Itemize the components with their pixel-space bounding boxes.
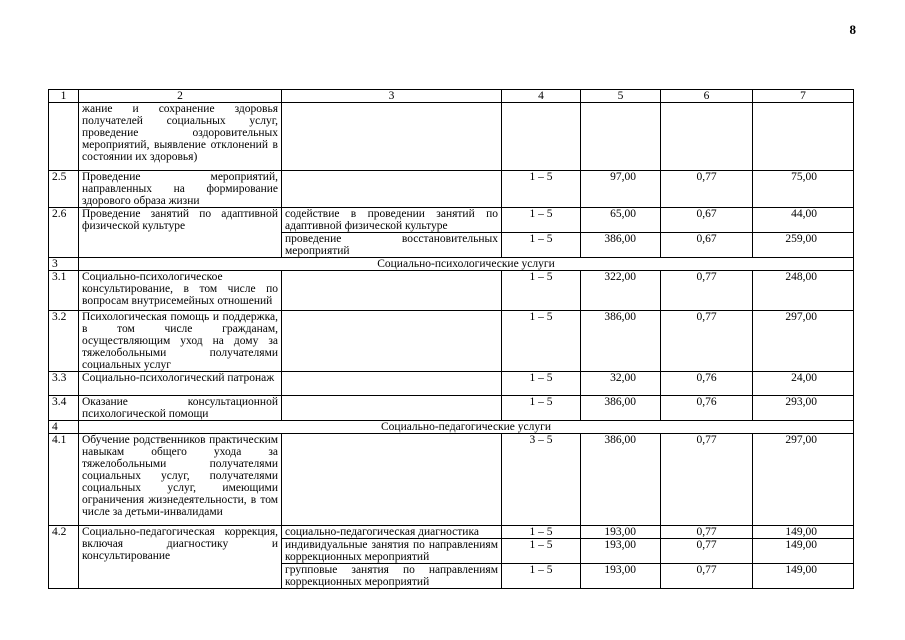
coefficient-cell: 0,76 [661, 396, 753, 421]
service-description: групповые занятия по направлениям коррекционных мероприятий [282, 564, 502, 589]
tariff-cell: 193,00 [581, 539, 661, 564]
service-description [282, 271, 502, 311]
service-description [282, 396, 502, 421]
tariff-cell [581, 103, 661, 171]
service-name: Обучение родственников практическим навыкам общего ухода за тяжелобольными получателями социальных услуг, получателями социальных услуг, имеющими ограничения жизнедеятельности, в том числе за детьми-инвалидами [79, 434, 282, 526]
tariff-cell: 386,00 [581, 311, 661, 372]
tariff-cell: 193,00 [581, 564, 661, 589]
row-number: 3.4 [49, 396, 79, 421]
service-description [282, 171, 502, 208]
frequency-cell: 1 – 5 [502, 396, 581, 421]
row-number: 3.2 [49, 311, 79, 372]
price-cell: 293,00 [753, 396, 854, 421]
row-number: 4.2 [49, 526, 79, 589]
frequency-cell: 1 – 5 [502, 311, 581, 372]
coefficient-cell: 0,77 [661, 271, 753, 311]
row-number: 3.1 [49, 271, 79, 311]
price-cell: 75,00 [753, 171, 854, 208]
service-description: проведение восстановительных мероприятий [282, 233, 502, 258]
header-cell: 3 [282, 90, 502, 103]
frequency-cell: 1 – 5 [502, 208, 581, 233]
frequency-cell: 1 – 5 [502, 233, 581, 258]
service-description: социально-педагогическая диагностика [282, 526, 502, 539]
frequency-cell: 1 – 5 [502, 539, 581, 564]
service-description [282, 372, 502, 396]
page-number: 8 [849, 22, 856, 37]
table-row [49, 372, 854, 396]
coefficient-cell: 0,77 [661, 311, 753, 372]
coefficient-cell [661, 103, 753, 171]
tariff-cell: 322,00 [581, 271, 661, 311]
header-cell: 5 [581, 90, 661, 103]
service-description [282, 103, 502, 171]
tariff-cell: 386,00 [581, 233, 661, 258]
section-title: Социально-психологические услуги [79, 258, 854, 271]
header-cell: 2 [79, 90, 282, 103]
price-cell: 44,00 [753, 208, 854, 233]
frequency-cell: 1 – 5 [502, 526, 581, 539]
section-number: 4 [49, 421, 79, 434]
price-cell [753, 103, 854, 171]
header-cell: 4 [502, 90, 581, 103]
price-cell: 297,00 [753, 434, 854, 526]
table-row [49, 171, 854, 208]
frequency-cell: 1 – 5 [502, 372, 581, 396]
section-number: 3 [49, 258, 79, 271]
table-row [49, 311, 854, 372]
table-row [49, 434, 854, 526]
frequency-cell: 1 – 5 [502, 271, 581, 311]
table-row [49, 103, 854, 171]
service-name: Социально-психологическое консультирование, в том числе по вопросам внутрисемейных отношений [79, 271, 282, 311]
section-row [49, 258, 854, 271]
table-row [49, 208, 854, 233]
row-number: 4.1 [49, 434, 79, 526]
frequency-cell: 3 – 5 [502, 434, 581, 526]
price-cell: 149,00 [753, 564, 854, 589]
coefficient-cell: 0,77 [661, 526, 753, 539]
coefficient-cell: 0,76 [661, 372, 753, 396]
coefficient-cell: 0,77 [661, 171, 753, 208]
service-description [282, 311, 502, 372]
service-name: Проведение занятий по адаптивной физической культуре [79, 208, 282, 258]
price-cell: 149,00 [753, 526, 854, 539]
price-cell: 297,00 [753, 311, 854, 372]
service-name: жание и сохранение здоровья получателей социальных услуг, проведение оздоровительных мероприятий, выявление отклонений в состоянии их здоровья) [79, 103, 282, 171]
row-number: 2.5 [49, 171, 79, 208]
header-row [49, 90, 854, 103]
tariff-cell: 386,00 [581, 396, 661, 421]
section-row [49, 421, 854, 434]
service-name: Проведение мероприятий, направленных на формирование здорового образа жизни [79, 171, 282, 208]
service-name: Психологическая помощь и поддержка, в том числе гражданам, осуществляющим уход на дому за тяжелобольными получателями социальных услуг [79, 311, 282, 372]
service-name: Социально-педагогическая коррекция, включая диагностику и консультирование [79, 526, 282, 589]
price-cell: 24,00 [753, 372, 854, 396]
frequency-cell: 1 – 5 [502, 171, 581, 208]
tariff-cell: 386,00 [581, 434, 661, 526]
table-row [49, 526, 854, 539]
service-description: индивидуальные занятия по направлениям коррекционных мероприятий [282, 539, 502, 564]
header-cell: 1 [49, 90, 79, 103]
coefficient-cell: 0,77 [661, 539, 753, 564]
price-cell: 248,00 [753, 271, 854, 311]
service-name: Социально-психологический патронаж [79, 372, 282, 396]
service-name: Оказание консультационной психологической помощи [79, 396, 282, 421]
coefficient-cell: 0,67 [661, 208, 753, 233]
coefficient-cell: 0,77 [661, 434, 753, 526]
frequency-cell: 1 – 5 [502, 564, 581, 589]
price-cell: 149,00 [753, 539, 854, 564]
tariff-cell: 97,00 [581, 171, 661, 208]
service-description: содействие в проведении занятий по адаптивной физической культуре [282, 208, 502, 233]
services-table [48, 89, 854, 589]
header-cell: 6 [661, 90, 753, 103]
header-cell: 7 [753, 90, 854, 103]
row-number [49, 103, 79, 171]
table-row [49, 271, 854, 311]
tariff-cell: 32,00 [581, 372, 661, 396]
section-title: Социально-педагогические услуги [79, 421, 854, 434]
service-description [282, 434, 502, 526]
table-row [49, 396, 854, 421]
frequency-cell [502, 103, 581, 171]
price-cell: 259,00 [753, 233, 854, 258]
coefficient-cell: 0,77 [661, 564, 753, 589]
row-number: 3.3 [49, 372, 79, 396]
tariff-cell: 65,00 [581, 208, 661, 233]
coefficient-cell: 0,67 [661, 233, 753, 258]
row-number: 2.6 [49, 208, 79, 258]
tariff-cell: 193,00 [581, 526, 661, 539]
